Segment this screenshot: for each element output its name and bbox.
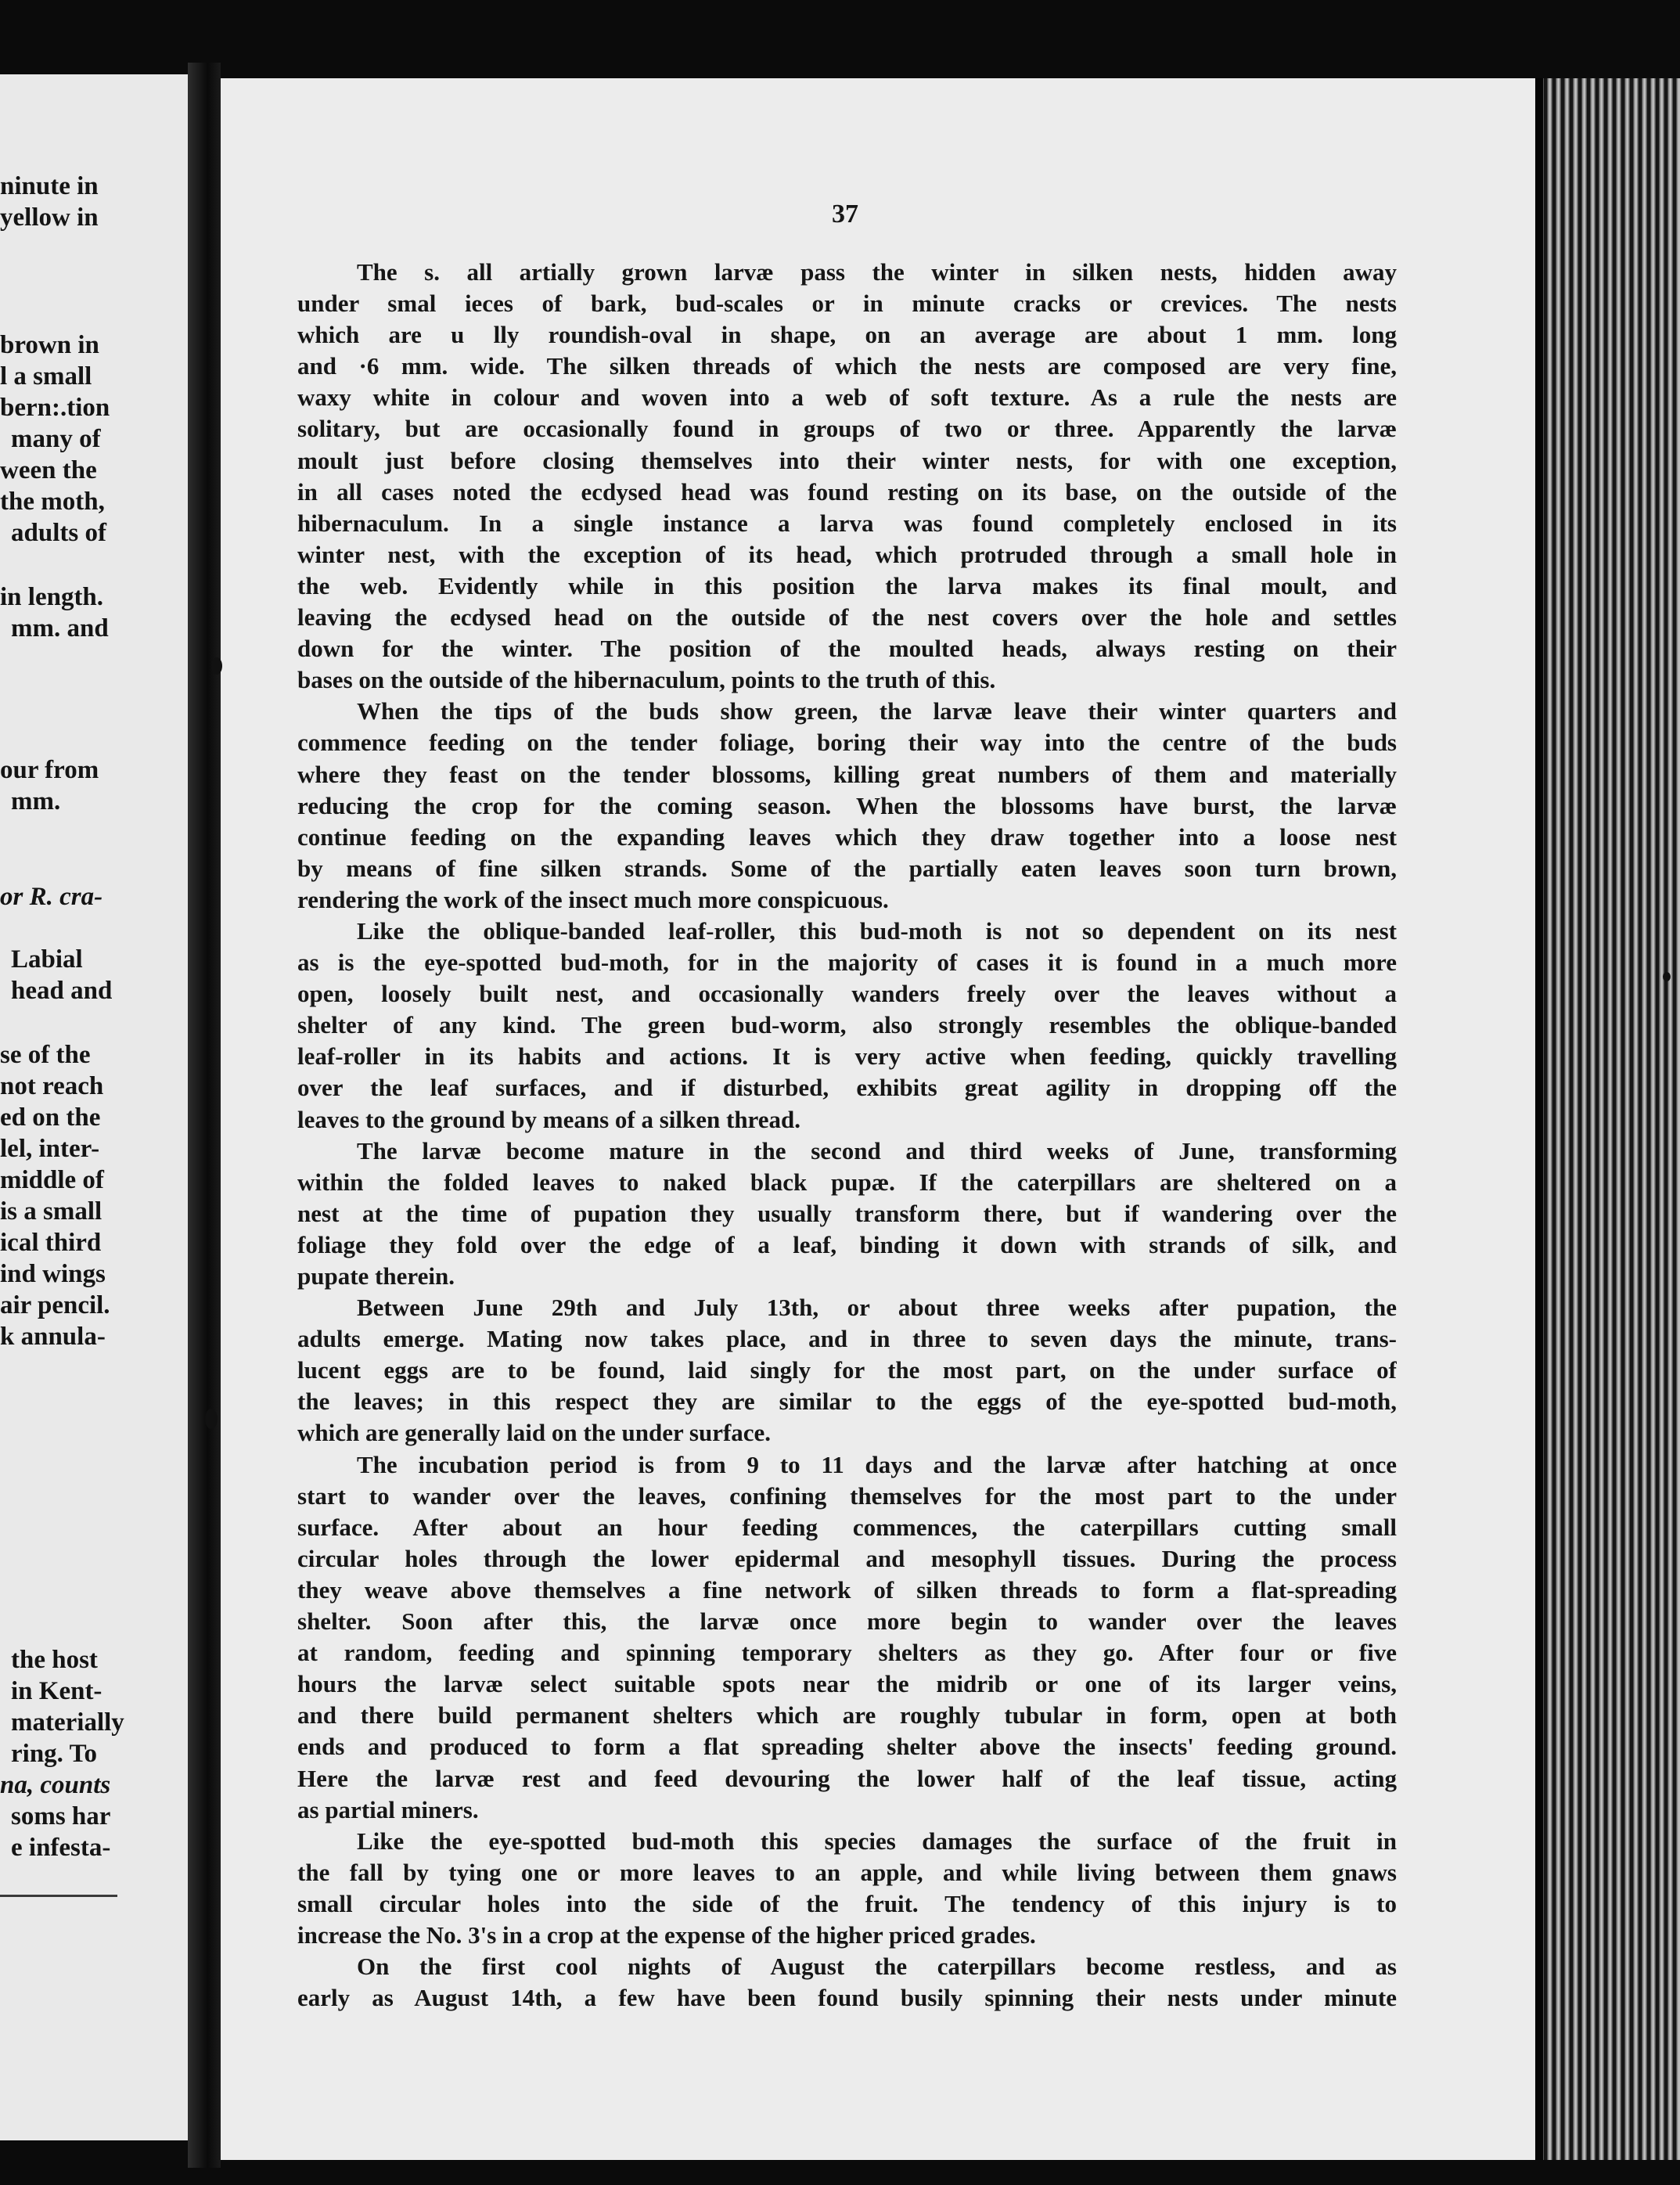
facing-page-line: soms har xyxy=(11,1802,111,1830)
text-line: reducing the crop for the coming season. When the blossoms have burst, the larvæ xyxy=(297,791,1397,819)
facing-page-line: many of xyxy=(11,425,101,453)
text-line: solitary, but are occasionally found in groups of two or three. Apparently the larvæ xyxy=(297,415,1397,443)
text-line: On the first cool nights of August the caterpillars become restless, and as xyxy=(357,1953,1397,1981)
text-line: the leaves; in this respect they are similar to the eggs of the eye-spotted bud-moth, xyxy=(297,1388,1397,1416)
page-edge-shadow xyxy=(1535,78,1543,2160)
margin-mark xyxy=(211,657,222,675)
text-line: leaving the ecdysed head on the outside of the nest covers over the hole and settles xyxy=(297,603,1397,632)
text-line: in all cases noted the ecdysed head was found resting on its base, on the outside of the xyxy=(297,477,1397,506)
facing-page-line: adults of xyxy=(11,519,106,547)
facing-page-line: or R. cra- xyxy=(0,883,103,911)
facing-page-line: bern:.tion xyxy=(0,394,110,422)
text-line: shelter of any kind. The green bud-worm, also strongly resembles the oblique-banded xyxy=(297,1011,1397,1039)
facing-page-line: Labial xyxy=(11,945,83,974)
text-line: which are generally laid on the under surface. xyxy=(297,1419,772,1447)
text-line: at random, feeding and spinning temporary shelters as they go. After four or five xyxy=(297,1639,1397,1667)
margin-mark xyxy=(205,1409,218,1429)
text-line: ends and produced to form a flat spreading shelter above the insects' feeding ground. xyxy=(297,1733,1397,1761)
text-line: increase the No. 3's in a crop at the expense of the higher priced grades. xyxy=(297,1920,1036,1949)
facing-page-line: se of the xyxy=(0,1041,91,1069)
text-line: Between June 29th and July 13th, or about three weeks after pupation, the xyxy=(357,1294,1397,1322)
facing-page-line: ring. To xyxy=(11,1740,98,1768)
facing-page-line: l a small xyxy=(0,362,92,391)
facing-page-line: ical third xyxy=(0,1229,102,1257)
facing-page-line: ind wings xyxy=(0,1260,106,1288)
text-line: surface. After about an hour feeding commences, the caterpillars cutting small xyxy=(297,1513,1397,1541)
text-line: the fall by tying one or more leaves to an apple, and while living between them gnaws xyxy=(297,1858,1397,1886)
facing-page-line: ninute in xyxy=(0,172,99,200)
facing-page-line: not reach xyxy=(0,1072,104,1100)
text-line: and there build permanent shelters which are roughly tubular in form, open at both xyxy=(297,1701,1397,1730)
facing-page-line: is a small xyxy=(0,1197,103,1226)
text-line: shelter. Soon after this, the larvæ once more begin to wander over the leaves xyxy=(297,1607,1397,1636)
facing-page-line: materially xyxy=(11,1708,124,1737)
text-line: where they feast on the tender blossoms, killing great numbers of them and materially xyxy=(297,760,1397,788)
text-line: foliage they fold over the edge of a leaf, binding it down with strands of silk, and xyxy=(297,1230,1397,1258)
page-edges xyxy=(1535,78,1680,2160)
text-line: hibernaculum. In a single instance a larva was found completely enclosed in its xyxy=(297,509,1397,537)
text-line: over the leaf surfaces, and if disturbed, exhibits great agility in dropping off the xyxy=(297,1074,1397,1102)
facing-page-line: the moth, xyxy=(0,488,105,516)
margin-mark xyxy=(1663,972,1671,981)
text-line: bases on the outside of the hibernaculum, points to the truth of this. xyxy=(297,666,996,694)
facing-page-rule xyxy=(0,1895,117,1897)
text-line: open, loosely built nest, and occasionally wanders freely over the leaves without a xyxy=(297,980,1397,1008)
facing-page-fragment xyxy=(0,74,188,2140)
text-line: rendering the work of the insect much more conspicuous. xyxy=(297,885,889,913)
text-line: within the folded leaves to naked black pupæ. If the caterpillars are sheltered on a xyxy=(297,1168,1397,1196)
facing-page-line: our from xyxy=(0,756,99,784)
text-line: as is the eye-spotted bud-moth, for in the majority of cases it is found in a much more xyxy=(297,949,1397,977)
text-line: The larvæ become mature in the second and third weeks of June, transforming xyxy=(357,1136,1397,1164)
text-line: small circular holes into the side of the fruit. The tendency of this injury is to xyxy=(297,1889,1397,1917)
text-line: down for the winter. The position of the moulted heads, always resting on their xyxy=(297,635,1397,663)
facing-page-line: yellow in xyxy=(0,203,99,232)
text-line: adults emerge. Mating now takes place, and in three to seven days the minute, trans- xyxy=(297,1325,1397,1353)
facing-page-line: in Kent- xyxy=(11,1677,103,1705)
facing-page-line: middle of xyxy=(0,1166,104,1194)
text-line: nest at the time of pupation they usually transform there, but if wandering over the xyxy=(297,1199,1397,1227)
facing-page-line: head and xyxy=(11,977,113,1005)
facing-page-line: mm. and xyxy=(11,614,109,643)
text-line: under smal ieces of bark, bud-scales or in minute cracks or crevices. The nests xyxy=(297,290,1397,318)
facing-page-line: air pencil. xyxy=(0,1291,110,1319)
text-line: Like the eye-spotted bud-moth this species damages the surface of the fruit in xyxy=(357,1827,1397,1855)
facing-page-line: e infesta- xyxy=(11,1834,111,1862)
facing-page-line: lel, inter- xyxy=(0,1135,100,1163)
text-line: The s. all artially grown larvæ pass the winter in silken nests, hidden away xyxy=(357,258,1397,286)
text-line: which are u lly roundish-oval in shape, on an average are about 1 mm. long xyxy=(297,321,1397,349)
facing-page-line: the host xyxy=(11,1646,98,1674)
text-line: The incubation period is from 9 to 11 days and the larvæ after hatching at once xyxy=(357,1450,1397,1478)
text-line: pupate therein. xyxy=(297,1262,455,1290)
facing-page-line: in length. xyxy=(0,583,104,611)
text-line: leaves to the ground by means of a silken thread. xyxy=(297,1105,801,1133)
text-line: they weave above themselves a fine network of silken threads to form a flat-spreading xyxy=(297,1575,1397,1604)
text-line: commence feeding on the tender foliage, boring their way into the centre of the buds xyxy=(297,729,1397,757)
text-line: the web. Evidently while in this position the larva makes its final moult, and xyxy=(297,571,1397,599)
text-line: hours the larvæ select suitable spots near the midrib or one of its larger veins, xyxy=(297,1670,1397,1698)
text-line: lucent eggs are to be found, laid singly for the most part, on the under surface of xyxy=(297,1356,1397,1384)
text-line: and ·6 mm. wide. The silken threads of which the nests are composed are very fine, xyxy=(297,352,1397,380)
facing-page-line: brown in xyxy=(0,331,99,359)
text-line: waxy white in colour and woven into a web of soft texture. As a rule the nests are xyxy=(297,383,1397,412)
text-line: early as August 14th, a few have been found busily spinning their nests under minute xyxy=(297,1984,1397,2012)
facing-page-line: ween the xyxy=(0,456,97,484)
facing-page-line: na, counts xyxy=(0,1771,111,1799)
text-line: by means of fine silken strands. Some of the partially eaten leaves soon turn brown, xyxy=(297,854,1397,882)
text-line: moult just before closing themselves into their winter nests, for with one exception, xyxy=(297,446,1397,474)
text-line: leaf-roller in its habits and actions. It is very active when feeding, quickly travelling xyxy=(297,1042,1397,1071)
facing-page-line: k annula- xyxy=(0,1323,106,1351)
text-line: as partial miners. xyxy=(297,1795,479,1823)
text-line: When the tips of the buds show green, the larvæ leave their winter quarters and xyxy=(357,697,1397,725)
body-text xyxy=(297,257,1397,2014)
text-line: Here the larvæ rest and feed devouring the lower half of the leaf tissue, acting xyxy=(297,1764,1397,1792)
facing-page-line: mm. xyxy=(11,787,61,815)
text-line: start to wander over the leaves, confining themselves for the most part to the under xyxy=(297,1481,1397,1510)
text-line: Like the oblique-banded leaf-roller, this bud-moth is not so dependent on its nest xyxy=(357,916,1397,945)
text-line: continue feeding on the expanding leaves which they draw together into a loose nest xyxy=(297,823,1397,851)
text-line: circular holes through the lower epidermal and mesophyll tissues. During the process xyxy=(297,1544,1397,1572)
facing-page-line: ed on the xyxy=(0,1103,101,1132)
page-number: 37 xyxy=(832,200,858,229)
text-line: winter nest, with the exception of its head, which protruded through a small hole in xyxy=(297,540,1397,568)
book-gutter xyxy=(188,63,221,2168)
